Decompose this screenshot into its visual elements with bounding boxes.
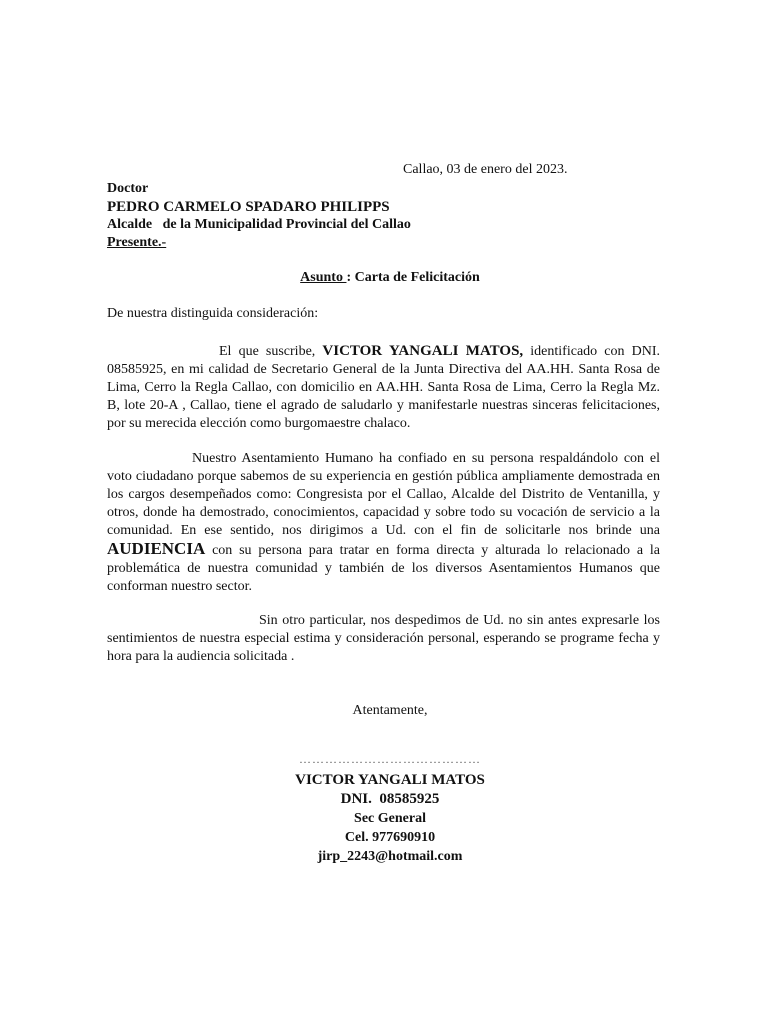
paragraph-1-part2: identificado con DNI. 08585925, en mi calidad de Secretario General de la Junta Directiva del AA.HH. Santa Rosa de Lima, Cerro la Regla Callao, con domicilio en AA.HH. Santa Rosa de Lima, Cerro la Regla Mz. B, lote 20-A , Callao, tiene el agrado de saludarlo y manifestarle nuestras sinceras felicitaciones, por su merecida elección como burgomaestre chalaco. (107, 344, 660, 431)
signature-phone: Cel. 977690910 (344, 830, 436, 845)
paragraph-2-part1: Nuestro Asentamiento Humano ha confiado en su persona respaldándolo con el voto ciudadano porque sabemos de su experiencia en gestión pública ampliamente demostrada en los cargos desempeñados como: Congresista por el Callao, Alcalde del Distrito de Ventanilla, y otros, donde ha demostrado, conocimientos, capacidad y sobre todo su vocación de servicio a la comunidad. En ese sentido, nos dirigimos a Ud. con el fin de solicitarle nos brinde una (107, 451, 660, 538)
signature-line: …………………………………… (299, 752, 481, 766)
greeting: De nuestra distinguida consideración: (107, 306, 319, 321)
recipient-block (107, 180, 411, 252)
paragraph-1-part1: El que suscribe, (219, 344, 323, 359)
letter-date: Callao, 03 de enero del 2023. (403, 162, 568, 177)
recipient-present: Presente.- (107, 235, 167, 250)
recipient-name: PEDRO CARMELO SPADARO PHILIPPS (107, 199, 390, 215)
signature-email: jirp_2243@hotmail.com (317, 849, 463, 864)
signature-block (0, 771, 768, 866)
subject-line (0, 270, 768, 286)
paragraph-2 (107, 450, 660, 596)
paragraph-1 (107, 342, 660, 433)
recipient-title: Doctor (107, 181, 149, 196)
subject-text: : Carta de Felicitación (346, 270, 480, 285)
recipient-position: Alcalde de la Municipalidad Provincial del Callao (107, 217, 411, 232)
signature-role: Sec General (354, 811, 426, 826)
signature-dni: DNI. 08585925 (340, 791, 440, 807)
paragraph-3: Sin otro particular, nos despedimos de Ud. no sin antes expresarle los sentimientos de nuestra especial estima y consideración personal, esperando se programe fecha y hora para la audiencia solicitada . (107, 613, 660, 664)
signature-name: VICTOR YANGALI MATOS (295, 772, 485, 788)
paragraph-2-part2: con su persona para tratar en forma directa y alturada lo relacionado a la problemática de nuestra comunidad y también de los diversos Asentamientos Humanos que conforman nuestro sector. (107, 543, 660, 594)
closing: Atentamente, (352, 703, 428, 718)
audiencia-emphasis: AUDIENCIA (107, 539, 206, 558)
sender-name: VICTOR YANGALI MATOS, (322, 343, 524, 359)
subject-label: Asunto (300, 270, 347, 285)
